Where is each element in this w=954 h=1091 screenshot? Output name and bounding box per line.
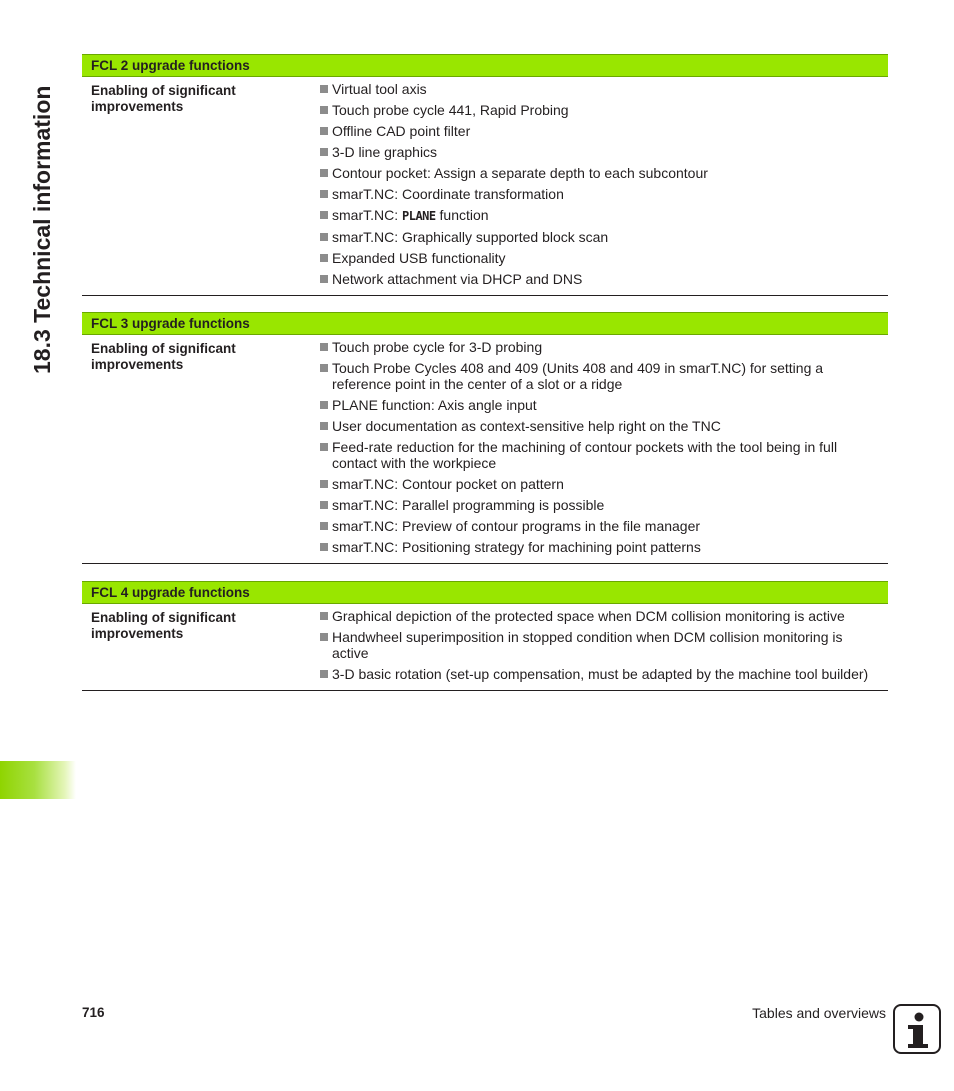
chapter-tab-marker <box>0 761 76 799</box>
section-label: Enabling of significant improvements <box>91 610 236 641</box>
list-item <box>319 207 888 224</box>
square-bullet-icon <box>320 401 328 409</box>
square-bullet-icon <box>320 169 328 177</box>
square-bullet-icon <box>320 364 328 372</box>
list-item <box>319 339 888 355</box>
list-item-text: Graphical depiction of the protected space when DCM collision monitoring is active <box>332 608 845 624</box>
list-item <box>319 439 888 471</box>
list-item <box>319 81 888 97</box>
list-item-text: smarT.NC: Graphically supported block scan <box>332 229 609 245</box>
square-bullet-icon <box>320 633 328 641</box>
list-item-text: smarT.NC: Coordinate transformation <box>332 186 564 202</box>
list-item-text: 3-D basic rotation (set-up compensation, must be adapted by the machine tool builder) <box>332 666 869 682</box>
list-item <box>319 497 888 513</box>
list-item <box>319 539 888 555</box>
square-bullet-icon <box>320 211 328 219</box>
square-bullet-icon <box>320 233 328 241</box>
fcl3-section <box>82 312 888 564</box>
square-bullet-icon <box>320 501 328 509</box>
list-item <box>319 229 888 245</box>
square-bullet-icon <box>320 190 328 198</box>
list-item <box>319 608 888 624</box>
section-header: FCL 2 upgrade functions <box>82 54 888 77</box>
section-header: FCL 3 upgrade functions <box>82 312 888 335</box>
list-item <box>319 186 888 202</box>
list-item-text: Expanded USB functionality <box>332 250 506 266</box>
square-bullet-icon <box>320 343 328 351</box>
softkey-code: PLANE <box>402 209 436 223</box>
square-bullet-icon <box>320 275 328 283</box>
list-item-text: Virtual tool axis <box>332 81 427 97</box>
list-item-text: Handwheel superimposition in stopped condition when DCM collision monitoring is active <box>332 629 843 661</box>
fcl2-section <box>82 54 888 296</box>
list-item <box>319 418 888 434</box>
square-bullet-icon <box>320 522 328 530</box>
list-item-text: function <box>435 207 489 223</box>
list-item <box>319 629 888 661</box>
list-item-text: smarT.NC: Parallel programming is possible <box>332 497 605 513</box>
list-item <box>319 271 888 287</box>
square-bullet-icon <box>320 148 328 156</box>
list-item-text: 3-D line graphics <box>332 144 438 160</box>
list-item-text: User documentation as context-sensitive help right on the TNC <box>332 418 721 434</box>
section-header: FCL 4 upgrade functions <box>82 581 888 604</box>
list-item-text: Feed-rate reduction for the machining of contour pockets with the tool being in full contact with the workpiece <box>332 439 838 471</box>
section-label: Enabling of significant improvements <box>91 83 236 114</box>
list-item-text: Touch probe cycle for 3-D probing <box>332 339 543 355</box>
square-bullet-icon <box>320 443 328 451</box>
list-item-text: Touch probe cycle 441, Rapid Probing <box>332 102 569 118</box>
square-bullet-icon <box>320 543 328 551</box>
list-item-text: smarT.NC: Positioning strategy for machining point patterns <box>332 539 701 555</box>
square-bullet-icon <box>320 670 328 678</box>
list-item <box>319 518 888 534</box>
list-item <box>319 250 888 266</box>
list-item-text: Touch Probe Cycles 408 and 409 (Units 408 and 409 in smarT.NC) for setting a reference point in the center of a slot or a ridge <box>332 360 824 392</box>
list-item-text: Contour pocket: Assign a separate depth to each subcontour <box>332 165 708 181</box>
list-item-text: smarT.NC: Preview of contour programs in the file manager <box>332 518 701 534</box>
page-number: 716 <box>82 1005 105 1020</box>
list-item-text: smarT.NC: Contour pocket on pattern <box>332 476 564 492</box>
list-item <box>319 666 888 682</box>
list-item <box>319 360 888 392</box>
footer-chapter: Tables and overviews <box>752 1005 886 1021</box>
square-bullet-icon <box>320 106 328 114</box>
info-icon <box>893 1004 941 1054</box>
list-item <box>319 144 888 160</box>
list-item-text: PLANE function: Axis angle input <box>332 397 537 413</box>
list-item-text: Offline CAD point filter <box>332 123 471 139</box>
side-title-text: 18.3 Technical information <box>29 85 55 374</box>
fcl4-section <box>82 581 888 691</box>
square-bullet-icon <box>320 254 328 262</box>
side-chapter-title <box>24 54 60 374</box>
square-bullet-icon <box>320 612 328 620</box>
square-bullet-icon <box>320 127 328 135</box>
list-item <box>319 165 888 181</box>
square-bullet-icon <box>320 85 328 93</box>
list-item <box>319 476 888 492</box>
list-item-text: Network attachment via DHCP and DNS <box>332 271 583 287</box>
section-label: Enabling of significant improvements <box>91 341 236 372</box>
list-item <box>319 123 888 139</box>
list-item-text: smarT.NC: <box>332 207 402 223</box>
list-item <box>319 102 888 118</box>
square-bullet-icon <box>320 480 328 488</box>
square-bullet-icon <box>320 422 328 430</box>
list-item <box>319 397 888 413</box>
